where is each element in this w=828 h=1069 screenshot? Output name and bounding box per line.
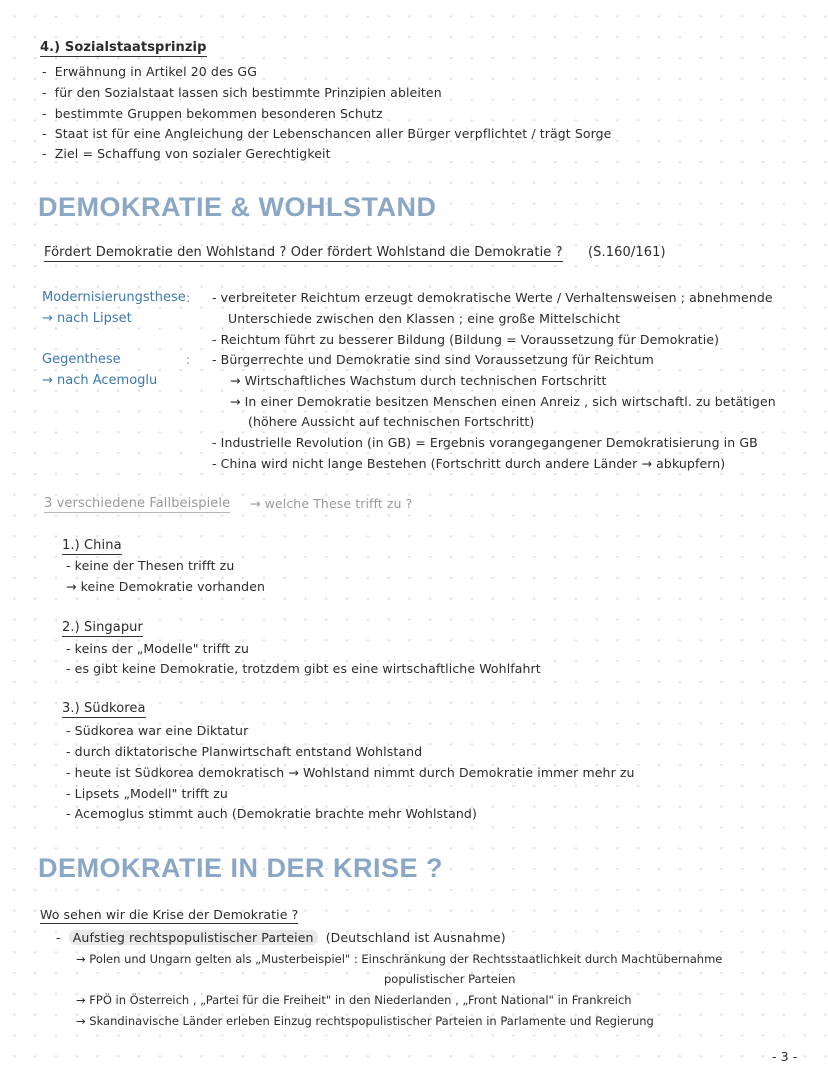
crisis-main-line: - Aufstieg rechtspopulistischer Parteien (Deutschland ist Ausnahme) [56,930,506,945]
thesis-sub-acemoglu: → nach Acemoglu [42,373,158,388]
list-item: - Acemoglus stimmt auch (Demokratie brachte mehr Wohlstand) [66,806,477,821]
thesis-label-modernisierung: Modernisierungsthese [42,290,186,305]
crisis-main-highlight: Aufstieg rechtspopulistischer Parteien [69,930,318,945]
list-item: - durch diktatorische Planwirtschaft entstand Wohlstand [66,744,423,759]
cases-title: 3 verschiedene Fallbeispiele [44,496,231,511]
list-item-text: für den Sozialstaat lassen sich bestimmte Prinzipien ableiten [54,85,442,100]
thesis-colon: : [186,352,191,367]
case-title-suedkorea: 3.) Südkorea [62,701,146,716]
list-item-text: Staat ist für eine Angleichung der Lebenschancen aller Bürger verpflichtet / trägt Sorge [54,126,612,141]
list-item: - bestimmte Gruppen bekommen besonderen Schutz [42,106,383,121]
thesis-line: → In einer Demokratie besitzen Menschen einen Anreiz , sich wirtschaftl. zu betätigen [230,394,776,409]
list-item: - für den Sozialstaat lassen sich bestimmte Prinzipien ableiten [42,85,442,100]
crisis-question: Wo sehen wir die Krise der Demokratie ? [40,907,299,922]
list-item: - Südkorea war eine Diktatur [66,723,249,738]
list-item-text: bestimmte Gruppen bekommen besonderen Schutz [54,106,383,121]
thesis-label-gegenthese: Gegenthese [42,352,121,367]
list-item: - Erwähnung in Artikel 20 des GG [42,64,258,79]
list-item: - Ziel = Schaffung von sozialer Gerechtigkeit [42,146,331,161]
list-item-text: Ziel = Schaffung von sozialer Gerechtigkeit [54,146,331,161]
thesis-line: Unterschiede zwischen den Klassen ; eine große Mittelschicht [228,311,621,326]
thesis-line: - verbreiteter Reichtum erzeugt demokratische Werte / Verhaltensweisen ; abnehmende [212,290,773,305]
list-item: - Lipsets „Modell" trifft zu [66,786,228,801]
crisis-line: → Skandinavische Länder erleben Einzug rechtspopulistischer Parteien in Parlamente und Regierung [76,1014,654,1028]
thesis-line: - Industrielle Revolution (in GB) = Ergebnis vorangegangener Demokratisierung in GB [212,435,758,450]
question-text: Fördert Demokratie den Wohlstand ? Oder fördert Wohlstand die Demokratie ? [44,245,563,260]
crisis-line: → FPÖ in Österreich , „Partei für die Freiheit" in den Niederlanden , „Front National" in Frankreich [76,993,632,1007]
thesis-line: (höhere Aussicht auf technischen Fortschritt) [248,414,535,429]
thesis-colon: : [186,290,191,305]
thesis-line: - China wird nicht lange Bestehen (Fortschritt durch andere Länder → abkupfern) [212,456,726,471]
list-item: - Staat ist für eine Angleichung der Lebenschancen aller Bürger verpflichtet / trägt Sorge [42,126,612,141]
case-title-singapur: 2.) Singapur [62,620,143,635]
list-item-text: Erwähnung in Artikel 20 des GG [54,64,258,79]
cases-subtitle: → welche These trifft zu ? [250,496,413,511]
crisis-line: → Polen und Ungarn gelten als „Musterbeispiel" : Einschränkung der Rechtsstaatlichkeit durch Machtübernahme [76,952,723,966]
crisis-main-note: (Deutschland ist Ausnahme) [325,930,506,945]
list-item: - es gibt keine Demokratie, trotzdem gibt es eine wirtschaftliche Wohlfahrt [66,661,541,676]
heading-demokratie-krise: DEMOKRATIE IN DER KRISE ? [38,853,444,883]
section-title-sozialstaatsprinzip: 4.) Sozialstaatsprinzip [40,40,207,55]
heading-demokratie-wohlstand: DEMOKRATIE & WOHLSTAND [38,192,437,222]
page-reference: (S.160/161) [588,245,666,260]
list-item: - keine der Thesen trifft zu [66,558,235,573]
crisis-line: populistischer Parteien [384,972,516,986]
thesis-sub-lipset: → nach Lipset [42,311,132,326]
list-item: - heute ist Südkorea demokratisch → Wohlstand nimmt durch Demokratie immer mehr zu [66,765,635,780]
list-item: → keine Demokratie vorhanden [66,579,266,594]
page-number: - 3 - [772,1049,798,1064]
thesis-line: - Bürgerrechte und Demokratie sind sind Voraussetzung für Reichtum [212,352,654,367]
list-item: - keins der „Modelle" trifft zu [66,641,250,656]
thesis-line: → Wirtschaftliches Wachstum durch technischen Fortschritt [230,373,607,388]
thesis-line: - Reichtum führt zu besserer Bildung (Bildung = Voraussetzung für Demokratie) [212,332,720,347]
case-title-china: 1.) China [62,538,122,553]
